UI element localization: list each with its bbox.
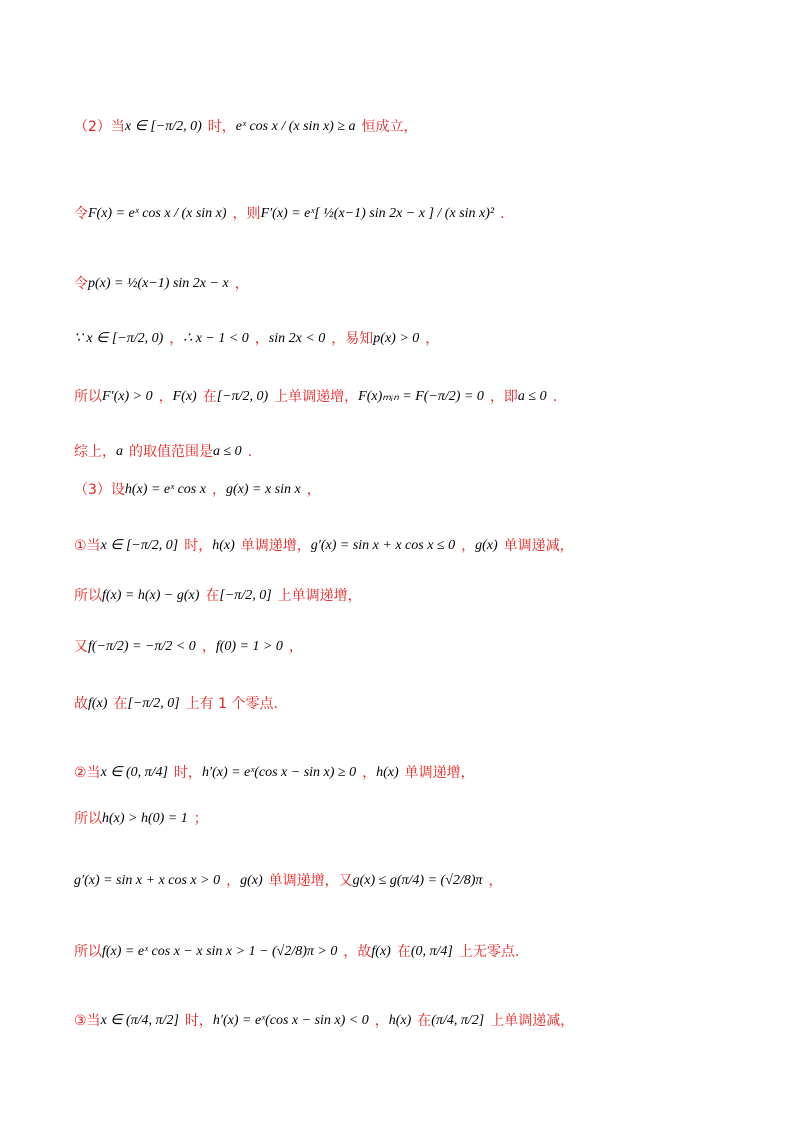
math-expression: g(x) ≤ g(π/4) = (√2/8)π bbox=[352, 873, 483, 888]
text-segment: ； bbox=[193, 811, 208, 827]
text-segment: ，故 bbox=[343, 944, 372, 960]
text-segment: 上单调递增， bbox=[277, 588, 362, 604]
math-expression: x ∈ (π/4, π/2] bbox=[100, 1013, 179, 1028]
text-segment: 所以 bbox=[74, 944, 102, 960]
math-expression: f(x) bbox=[371, 944, 391, 959]
math-expression: F(x) = eˣ cos x / (x sin x) bbox=[88, 206, 227, 221]
text-segment: 时， bbox=[207, 119, 236, 135]
text-segment: 在 bbox=[113, 696, 128, 712]
part2-condition-line bbox=[74, 118, 418, 136]
math-expression: f(x) = eˣ cos x − x sin x > 1 − (√2/8)π > 0 bbox=[102, 944, 338, 959]
text-segment: 上单调递减， bbox=[490, 1013, 575, 1029]
math-expression: F(x) bbox=[172, 389, 197, 404]
text-segment: 综上， bbox=[74, 444, 116, 460]
text-segment: ， bbox=[211, 482, 226, 498]
text-segment: 时， bbox=[184, 538, 213, 554]
math-expression: g(x) = x sin x bbox=[225, 482, 301, 497]
case2-g-line bbox=[74, 872, 502, 890]
text-segment: 又 bbox=[74, 639, 88, 655]
text-segment: 故 bbox=[74, 696, 88, 712]
case1-values-line bbox=[74, 638, 303, 656]
part3-define-line bbox=[74, 481, 321, 499]
text-segment: 所以 bbox=[74, 811, 102, 827]
text-segment: ， bbox=[488, 873, 503, 889]
text-segment: 令 bbox=[74, 276, 88, 292]
text-segment: ， bbox=[158, 389, 173, 405]
math-expression: F(x)ₘᵢₙ = F(−π/2) = 0 bbox=[358, 389, 484, 404]
math-expression: ∵ x ∈ [−π/2, 0) bbox=[74, 331, 164, 346]
math-expression: h(x) = eˣ cos x bbox=[124, 482, 206, 497]
math-expression: f(−π/2) = −π/2 < 0 bbox=[88, 639, 196, 654]
math-expression: a bbox=[116, 444, 123, 459]
math-expression: g(x) bbox=[475, 538, 498, 553]
text-segment: ，则 bbox=[232, 206, 261, 222]
math-expression: f(x) bbox=[88, 696, 108, 711]
math-expression: g(x) bbox=[240, 873, 263, 888]
case2-conclusion-line bbox=[74, 943, 519, 961]
math-expression: h′(x) = eˣ(cos x − sin x) < 0 bbox=[212, 1013, 369, 1028]
text-segment: 令 bbox=[74, 206, 88, 222]
math-expression: [−π/2, 0) bbox=[216, 389, 269, 404]
text-segment: . bbox=[247, 444, 253, 460]
text-segment: （2）当 bbox=[74, 119, 125, 135]
text-segment: 上有 1 个零点. bbox=[185, 696, 278, 712]
text-segment: ②当 bbox=[74, 765, 101, 781]
text-segment: 恒成立， bbox=[361, 119, 418, 135]
define-F-line bbox=[74, 205, 505, 223]
math-expression: (0, π/4] bbox=[410, 944, 453, 959]
case1-f-increasing-line bbox=[74, 587, 362, 605]
math-expression: a ≤ 0 bbox=[213, 444, 242, 459]
summary-line bbox=[74, 443, 252, 461]
math-expression: g′(x) = sin x + x cos x > 0 bbox=[74, 873, 221, 888]
text-segment: 所以 bbox=[74, 588, 102, 604]
text-segment: ， bbox=[288, 639, 303, 655]
math-expression: eˣ cos x / (x sin x) ≥ a bbox=[235, 119, 356, 134]
text-segment: 在 bbox=[202, 389, 217, 405]
math-expression: a ≤ 0 bbox=[517, 389, 547, 404]
text-segment: ， bbox=[461, 538, 476, 554]
math-expression: sin 2x < 0 bbox=[268, 331, 326, 346]
math-expression: f(x) = h(x) − g(x) bbox=[102, 588, 200, 603]
define-p-line bbox=[74, 275, 249, 293]
text-segment: ， bbox=[254, 331, 269, 347]
math-expression: h(x) > h(0) = 1 bbox=[102, 811, 188, 826]
math-expression: x ∈ [−π/2, 0) bbox=[124, 119, 202, 134]
math-expression: f(0) = 1 > 0 bbox=[215, 639, 283, 654]
math-expression: p(x) > 0 bbox=[373, 331, 420, 346]
text-segment: ， bbox=[201, 639, 216, 655]
text-segment: 上单调递增， bbox=[274, 389, 359, 405]
math-expression: [−π/2, 0] bbox=[127, 696, 180, 711]
math-expression: h′(x) = eˣ(cos x − sin x) ≥ 0 bbox=[202, 765, 357, 780]
text-segment: ， bbox=[234, 276, 249, 292]
text-segment: ③当 bbox=[74, 1013, 101, 1029]
math-expression: g′(x) = sin x + x cos x ≤ 0 bbox=[310, 538, 456, 553]
text-segment: ①当 bbox=[74, 538, 101, 554]
text-segment: ， bbox=[169, 331, 184, 347]
text-segment: 在 bbox=[396, 944, 411, 960]
text-segment: 在 bbox=[417, 1013, 432, 1029]
since-x-line bbox=[74, 330, 439, 348]
case1-conclusion-line bbox=[74, 695, 278, 713]
text-segment: 在 bbox=[205, 588, 220, 604]
math-expression: F′(x) = eˣ[ ½(x−1) sin 2x − x ] / (x sin x)² bbox=[260, 206, 495, 221]
case3-line bbox=[74, 1012, 574, 1030]
text-segment: ， bbox=[226, 873, 241, 889]
case1-line bbox=[74, 537, 574, 555]
text-segment: ，易知 bbox=[331, 331, 374, 347]
text-segment: ， bbox=[362, 765, 377, 781]
so-F-increasing-line bbox=[74, 388, 557, 406]
text-segment: 单调递增， bbox=[240, 538, 311, 554]
math-expression: F′(x) > 0 bbox=[102, 389, 153, 404]
text-segment: ，即 bbox=[489, 389, 518, 405]
text-segment: ， bbox=[425, 331, 440, 347]
math-expression: h(x) bbox=[376, 765, 399, 780]
math-expression: x ∈ (0, π/4] bbox=[100, 765, 168, 780]
text-segment: 所以 bbox=[74, 389, 102, 405]
text-segment: 单调递减， bbox=[503, 538, 574, 554]
text-segment: 的取值范围是 bbox=[129, 444, 213, 460]
text-segment: ， bbox=[306, 482, 321, 498]
math-expression: h(x) bbox=[388, 1013, 412, 1028]
math-expression: [−π/2, 0] bbox=[219, 588, 272, 603]
text-segment: . bbox=[500, 206, 505, 222]
math-expression: ∴ x − 1 < 0 bbox=[183, 331, 249, 346]
text-segment: . bbox=[552, 389, 558, 405]
math-expression: h(x) bbox=[212, 538, 235, 553]
text-segment: 时， bbox=[184, 1013, 213, 1029]
case2-line bbox=[74, 764, 475, 782]
text-segment: （3）设 bbox=[74, 482, 125, 498]
case2-h-bound-line bbox=[74, 810, 208, 828]
text-segment: ， bbox=[374, 1013, 389, 1029]
math-expression: p(x) = ½(x−1) sin 2x − x bbox=[88, 276, 229, 291]
text-segment: 上无零点. bbox=[458, 944, 520, 960]
math-expression: x ∈ [−π/2, 0] bbox=[100, 538, 179, 553]
text-segment: 单调递增，又 bbox=[268, 873, 353, 889]
text-segment: 时， bbox=[174, 765, 202, 781]
text-segment: 单调递增， bbox=[404, 765, 475, 781]
math-expression: (π/4, π/2] bbox=[431, 1013, 485, 1028]
